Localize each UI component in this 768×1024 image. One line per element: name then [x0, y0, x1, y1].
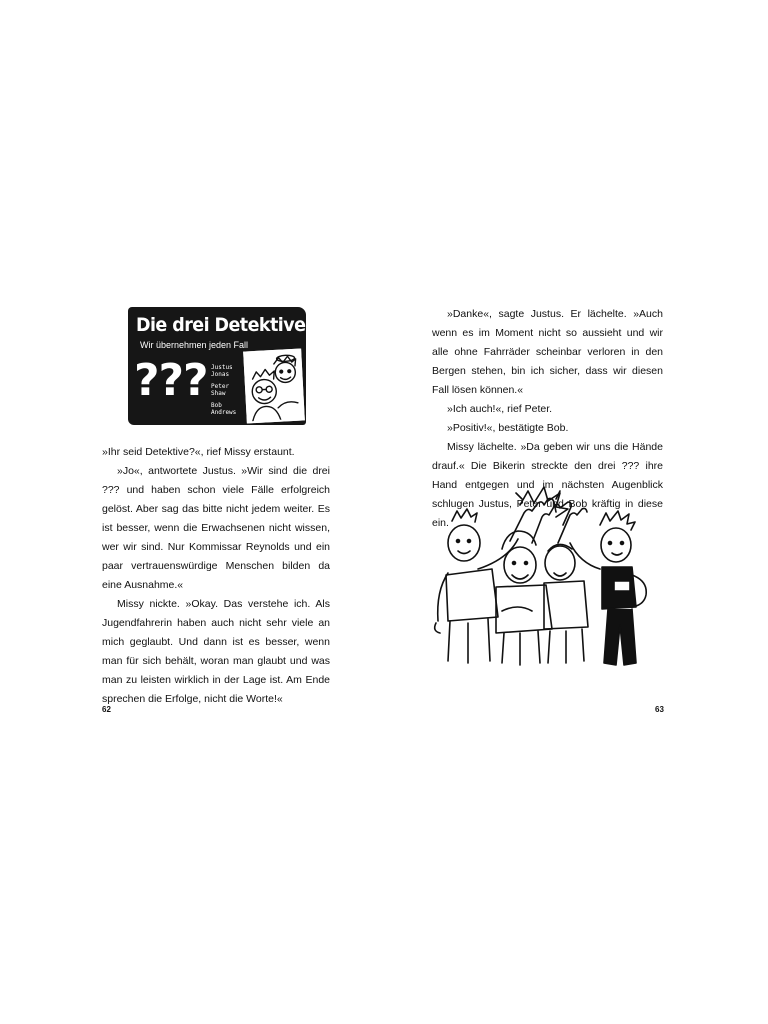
paragraph: »Jo«, antwortete Justus. »Wir sind die drei ??? und haben schon viele Fälle erfolgreich gelöst. Aber sag das bitte nicht jedem weiter. Es ist besser, wenn die Erwachsenen nicht wissen, wer wir sind. Nur Kommissar Reynolds und ein paar vertrauenswürdige Menschen bilden da eine Ausnahme.« [102, 465, 330, 591]
card-name-peter: Peter Shaw [211, 383, 230, 397]
card-name-bob: Bob Andrews [211, 402, 237, 416]
page-number-right: 63 [655, 705, 664, 714]
card-question-marks: ??? [134, 355, 208, 406]
card-name-justus: Justus Jonas [211, 364, 233, 378]
paragraph: »Ihr seid Detektive?«, rief Missy erstaunt. [102, 446, 295, 458]
detective-card [128, 307, 306, 425]
paragraph: »Danke«, sagte Justus. Er lächelte. »Auch wenn es im Moment nicht so aussieht und wir alle ohne Fahrräder scheinbar verloren in den Bergen stehen, bin ich sicher, dass wir diesen Fall lösen können.« [432, 308, 663, 396]
left-body-text [102, 443, 330, 709]
high-five-drawing-icon [432, 483, 666, 668]
paragraph: Missy nickte. »Okay. Das verstehe ich. Als Jugendfahrerin haben auch nicht sehr viele an mich geglaubt. Und dann ist es besser, wenn man für sich behält, woran man glaubt und was man zu leisten wirklich in der Lage ist. Am Ende sprechen die Erfolge, nicht die Worte!« [102, 598, 330, 705]
card-title: Die drei Detektive [136, 314, 306, 336]
paragraph: »Positiv!«, bestätigte Bob. [447, 422, 569, 434]
boys-portrait-icon [245, 351, 302, 422]
page-number-left: 62 [102, 705, 111, 714]
paragraph: Missy lächelte. »Da geben wir uns die Hände drauf.« Die Bikerin streckte den drei ??? ihre Hand entgegen und im nächsten Augenblick schlugen Justus, Peter und Bob kräftig in diese ein. [432, 441, 663, 529]
card-subtitle: Wir übernehmen jeden Fall [140, 340, 249, 350]
card-names [211, 364, 241, 421]
card-portrait-drawing [243, 349, 305, 424]
paragraph: »Ich auch!«, rief Peter. [447, 403, 553, 415]
high-five-illustration [432, 483, 666, 668]
